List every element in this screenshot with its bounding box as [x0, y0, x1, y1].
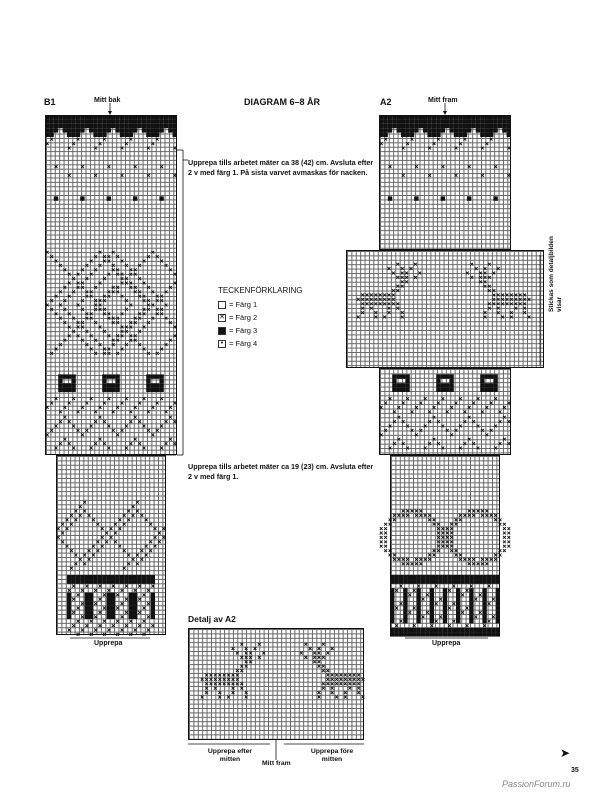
- legend-color-4: • = Färg 4: [218, 339, 257, 348]
- detail-repeat-after: Upprepa efter mitten: [207, 748, 253, 763]
- center-front-mark: Mitt fram: [428, 97, 458, 104]
- repeat-label-left: Upprepa: [94, 640, 123, 647]
- legend-color-1: = Färg 1: [218, 300, 257, 309]
- page-number: 35: [571, 767, 579, 774]
- repeat-label-right: Upprepa: [432, 640, 461, 647]
- empty-square-icon: [218, 301, 226, 309]
- chart-a2-middle: [379, 368, 511, 455]
- note-upper: Upprepa tills arbetet mäter ca 38 (42) cm. Avsluta efter 2 v med färg 1. På sista varvet avmaskas för nacken.: [188, 158, 374, 177]
- legend-color-2: ✕ = Färg 2: [219, 313, 258, 322]
- detail-repeat-before: Upprepa före mitten: [310, 748, 354, 763]
- chart-a2-lower: [390, 455, 500, 635]
- cross-icon: ✕: [219, 313, 225, 321]
- note-lower: Upprepa tills arbetet mäter ca 19 (23) cm. Avsluta efter 2 v med färg 1.: [188, 462, 374, 481]
- chart-b1-lower: [56, 455, 166, 635]
- chart-label-a2: A2: [380, 97, 392, 107]
- legend-color-3: = Färg 3: [218, 326, 257, 335]
- chart-a2-wide: [346, 250, 544, 368]
- watermark: PassionForum.ru: [502, 779, 571, 789]
- detail-title: Detalj av A2: [188, 614, 236, 624]
- filled-square-icon: [218, 327, 226, 335]
- diagram-title: DIAGRAM 6–8 ÅR: [244, 97, 321, 107]
- detail-center: Mitt fram: [262, 760, 291, 767]
- center-back-mark: Mitt bak: [94, 97, 121, 104]
- chart-a2-upper: [379, 115, 511, 250]
- chart-label-b1: B1: [44, 97, 56, 107]
- dot-icon: •: [218, 340, 226, 348]
- arrow-icon: ➤: [560, 746, 571, 760]
- chart-detail-a2: [188, 628, 364, 740]
- legend-title: TECKENFÖRKLARING: [218, 286, 303, 295]
- chart-b1-upper: [45, 115, 177, 455]
- note-side: Stickas som detaljbilden visar: [548, 236, 563, 312]
